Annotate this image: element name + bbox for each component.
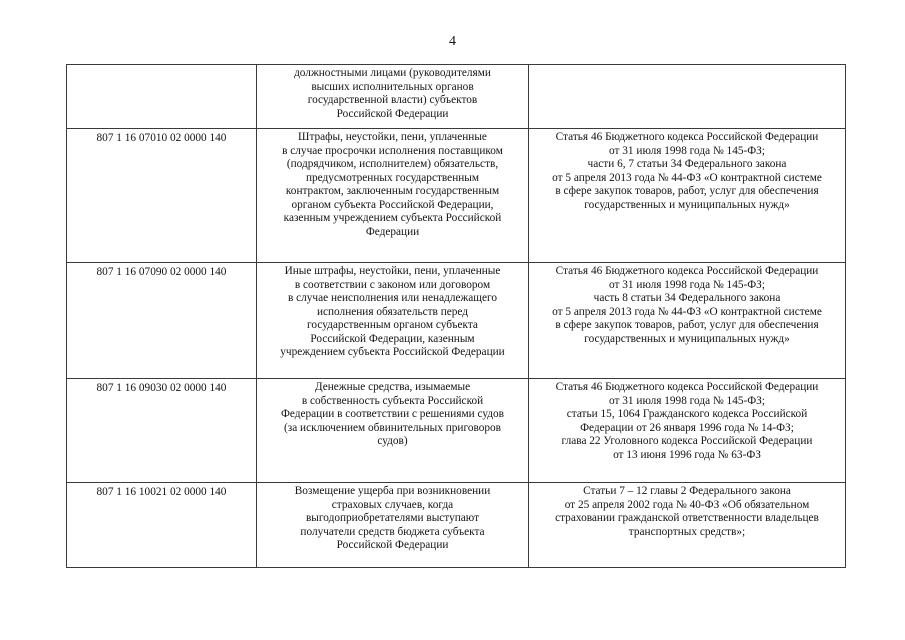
revenue-codes-table xyxy=(66,64,846,568)
table-row xyxy=(67,379,846,483)
legal-basis-line: статьи 15, 1064 Гражданского кодекса Российской xyxy=(566,408,808,420)
legal-basis-line: в сфере закупок товаров, работ, услуг для обеспечения xyxy=(555,319,819,331)
code-cell xyxy=(67,129,257,263)
revenue-code: 807 1 16 07010 02 0000 140 xyxy=(96,132,227,144)
legal-basis-line: глава 22 Уголовного кодекса Российской Федерации xyxy=(561,435,813,447)
legal-basis-line: Федерации от 26 января 1996 года № 14-ФЗ; xyxy=(580,421,794,434)
legal-basis-line: Статья 46 Бюджетного кодекса Российской Федерации xyxy=(555,131,819,143)
page-number: 4 xyxy=(449,34,456,49)
legal-basis-cell xyxy=(529,263,846,379)
code-cell xyxy=(67,263,257,379)
revenue-name-line: Штрафы, неустойки, пени, уплаченные xyxy=(298,131,487,143)
revenue-name-cell xyxy=(257,65,529,129)
revenue-name-cell xyxy=(257,483,529,568)
table-row xyxy=(67,65,846,129)
revenue-name-line: Российской Федерации, казенным xyxy=(310,332,475,345)
legal-basis-cell xyxy=(529,129,846,263)
revenue-name-cell xyxy=(257,379,529,483)
revenue-name-line: Российской Федерации xyxy=(336,539,449,551)
revenue-name-cell xyxy=(257,129,529,263)
legal-basis-cell xyxy=(529,379,846,483)
revenue-code: 807 1 16 07090 02 0000 140 xyxy=(96,266,227,278)
legal-basis-line: страховании гражданской ответственности владельцев xyxy=(555,512,819,524)
revenue-name-line: выгодоприобретателями выступают xyxy=(305,512,480,524)
legal-basis-line: Статья 46 Бюджетного кодекса Российской Федерации xyxy=(555,265,819,277)
table-row xyxy=(67,483,846,568)
legal-basis-line: Статья 46 Бюджетного кодекса Российской Федерации xyxy=(555,381,819,393)
legal-basis-cell xyxy=(529,483,846,568)
legal-basis-line: от 31 июля 1998 года № 145-ФЗ; xyxy=(609,144,765,157)
revenue-name-line: высших исполнительных органов xyxy=(311,80,474,93)
legal-basis-line: Статьи 7 – 12 главы 2 Федерального закона xyxy=(583,485,791,497)
revenue-name-line: учреждением субъекта Российской Федерации xyxy=(280,346,505,358)
legal-basis-line: государственных и муниципальных нужд» xyxy=(584,332,790,345)
legal-basis-line: от 31 июля 1998 года № 145-ФЗ; xyxy=(609,278,765,291)
revenue-name-line: в случае просрочки исполнения поставщиком xyxy=(282,144,503,157)
revenue-name-line: Российской Федерации xyxy=(336,107,449,120)
table-row xyxy=(67,263,846,379)
legal-basis-line: от 25 апреля 2002 года № 40-ФЗ «Об обязательном xyxy=(564,498,810,511)
legal-basis-line: от 13 июня 1996 года № 63-ФЗ xyxy=(613,448,761,461)
revenue-name-line: Возмещение ущерба при возникновении xyxy=(294,485,491,497)
legal-basis-line: от 31 июля 1998 года № 145-ФЗ; xyxy=(609,394,765,407)
revenue-name-line: исполнения обязательств перед xyxy=(316,305,469,318)
legal-basis-line: в сфере закупок товаров, работ, услуг для обеспечения xyxy=(555,185,819,197)
revenue-name-line: (подрядчиком, исполнителем) обязательств, xyxy=(286,158,499,170)
revenue-name-line: Федерации xyxy=(365,225,420,238)
legal-basis-line: часть 8 статьи 34 Федерального закона xyxy=(593,292,781,304)
legal-basis-line: от 5 апреля 2013 года № 44-ФЗ «О контрактной системе xyxy=(552,171,822,184)
revenue-name-line: Федерации в соответствии с решениями судов xyxy=(280,408,505,420)
legal-basis-line: от 5 апреля 2013 года № 44-ФЗ «О контрактной системе xyxy=(552,305,822,318)
table-row xyxy=(67,129,846,263)
revenue-name-line: государственной власти) субъектов xyxy=(307,94,478,106)
revenue-name-line: предусмотренных государственным xyxy=(305,171,480,184)
revenue-name-line: в случае неисполнения или ненадлежащего xyxy=(287,292,498,304)
revenue-name-line: должностными лицами (руководителями xyxy=(294,67,491,79)
code-cell xyxy=(67,379,257,483)
revenue-name-line: в собственность субъекта Российской xyxy=(301,394,484,407)
code-cell xyxy=(67,65,257,129)
legal-basis-line: государственных и муниципальных нужд» xyxy=(584,198,790,211)
revenue-name-line: казенным учреждением субъекта Российской xyxy=(283,212,502,224)
revenue-name-line: (за исключением обвинительных приговоров xyxy=(283,421,502,434)
revenue-name-line: страховых случаев, когда xyxy=(331,498,454,511)
code-cell xyxy=(67,483,257,568)
revenue-code: 807 1 16 10021 02 0000 140 xyxy=(96,486,227,498)
legal-basis-line: транспортных средств»; xyxy=(628,525,746,538)
revenue-name-cell xyxy=(257,263,529,379)
revenue-name-line: в соответствии с законом или договором xyxy=(294,278,491,291)
revenue-name-line: получатели средств бюджета субъекта xyxy=(300,525,485,538)
revenue-name-line: органом субъекта Российской Федерации, xyxy=(291,198,494,211)
revenue-name-line: контрактом, заключенным государственным xyxy=(285,185,500,197)
revenue-name-line: Денежные средства, изымаемые xyxy=(314,381,471,393)
legal-basis-cell xyxy=(529,65,846,129)
legal-basis-line: части 6, 7 статьи 34 Федерального закона xyxy=(587,158,787,170)
revenue-name-line: судов) xyxy=(377,435,408,447)
revenue-code: 807 1 16 09030 02 0000 140 xyxy=(96,382,227,394)
revenue-name-line: Иные штрафы, неустойки, пени, уплаченные xyxy=(284,265,501,277)
revenue-name-line: государственным органом субъекта xyxy=(307,319,478,331)
